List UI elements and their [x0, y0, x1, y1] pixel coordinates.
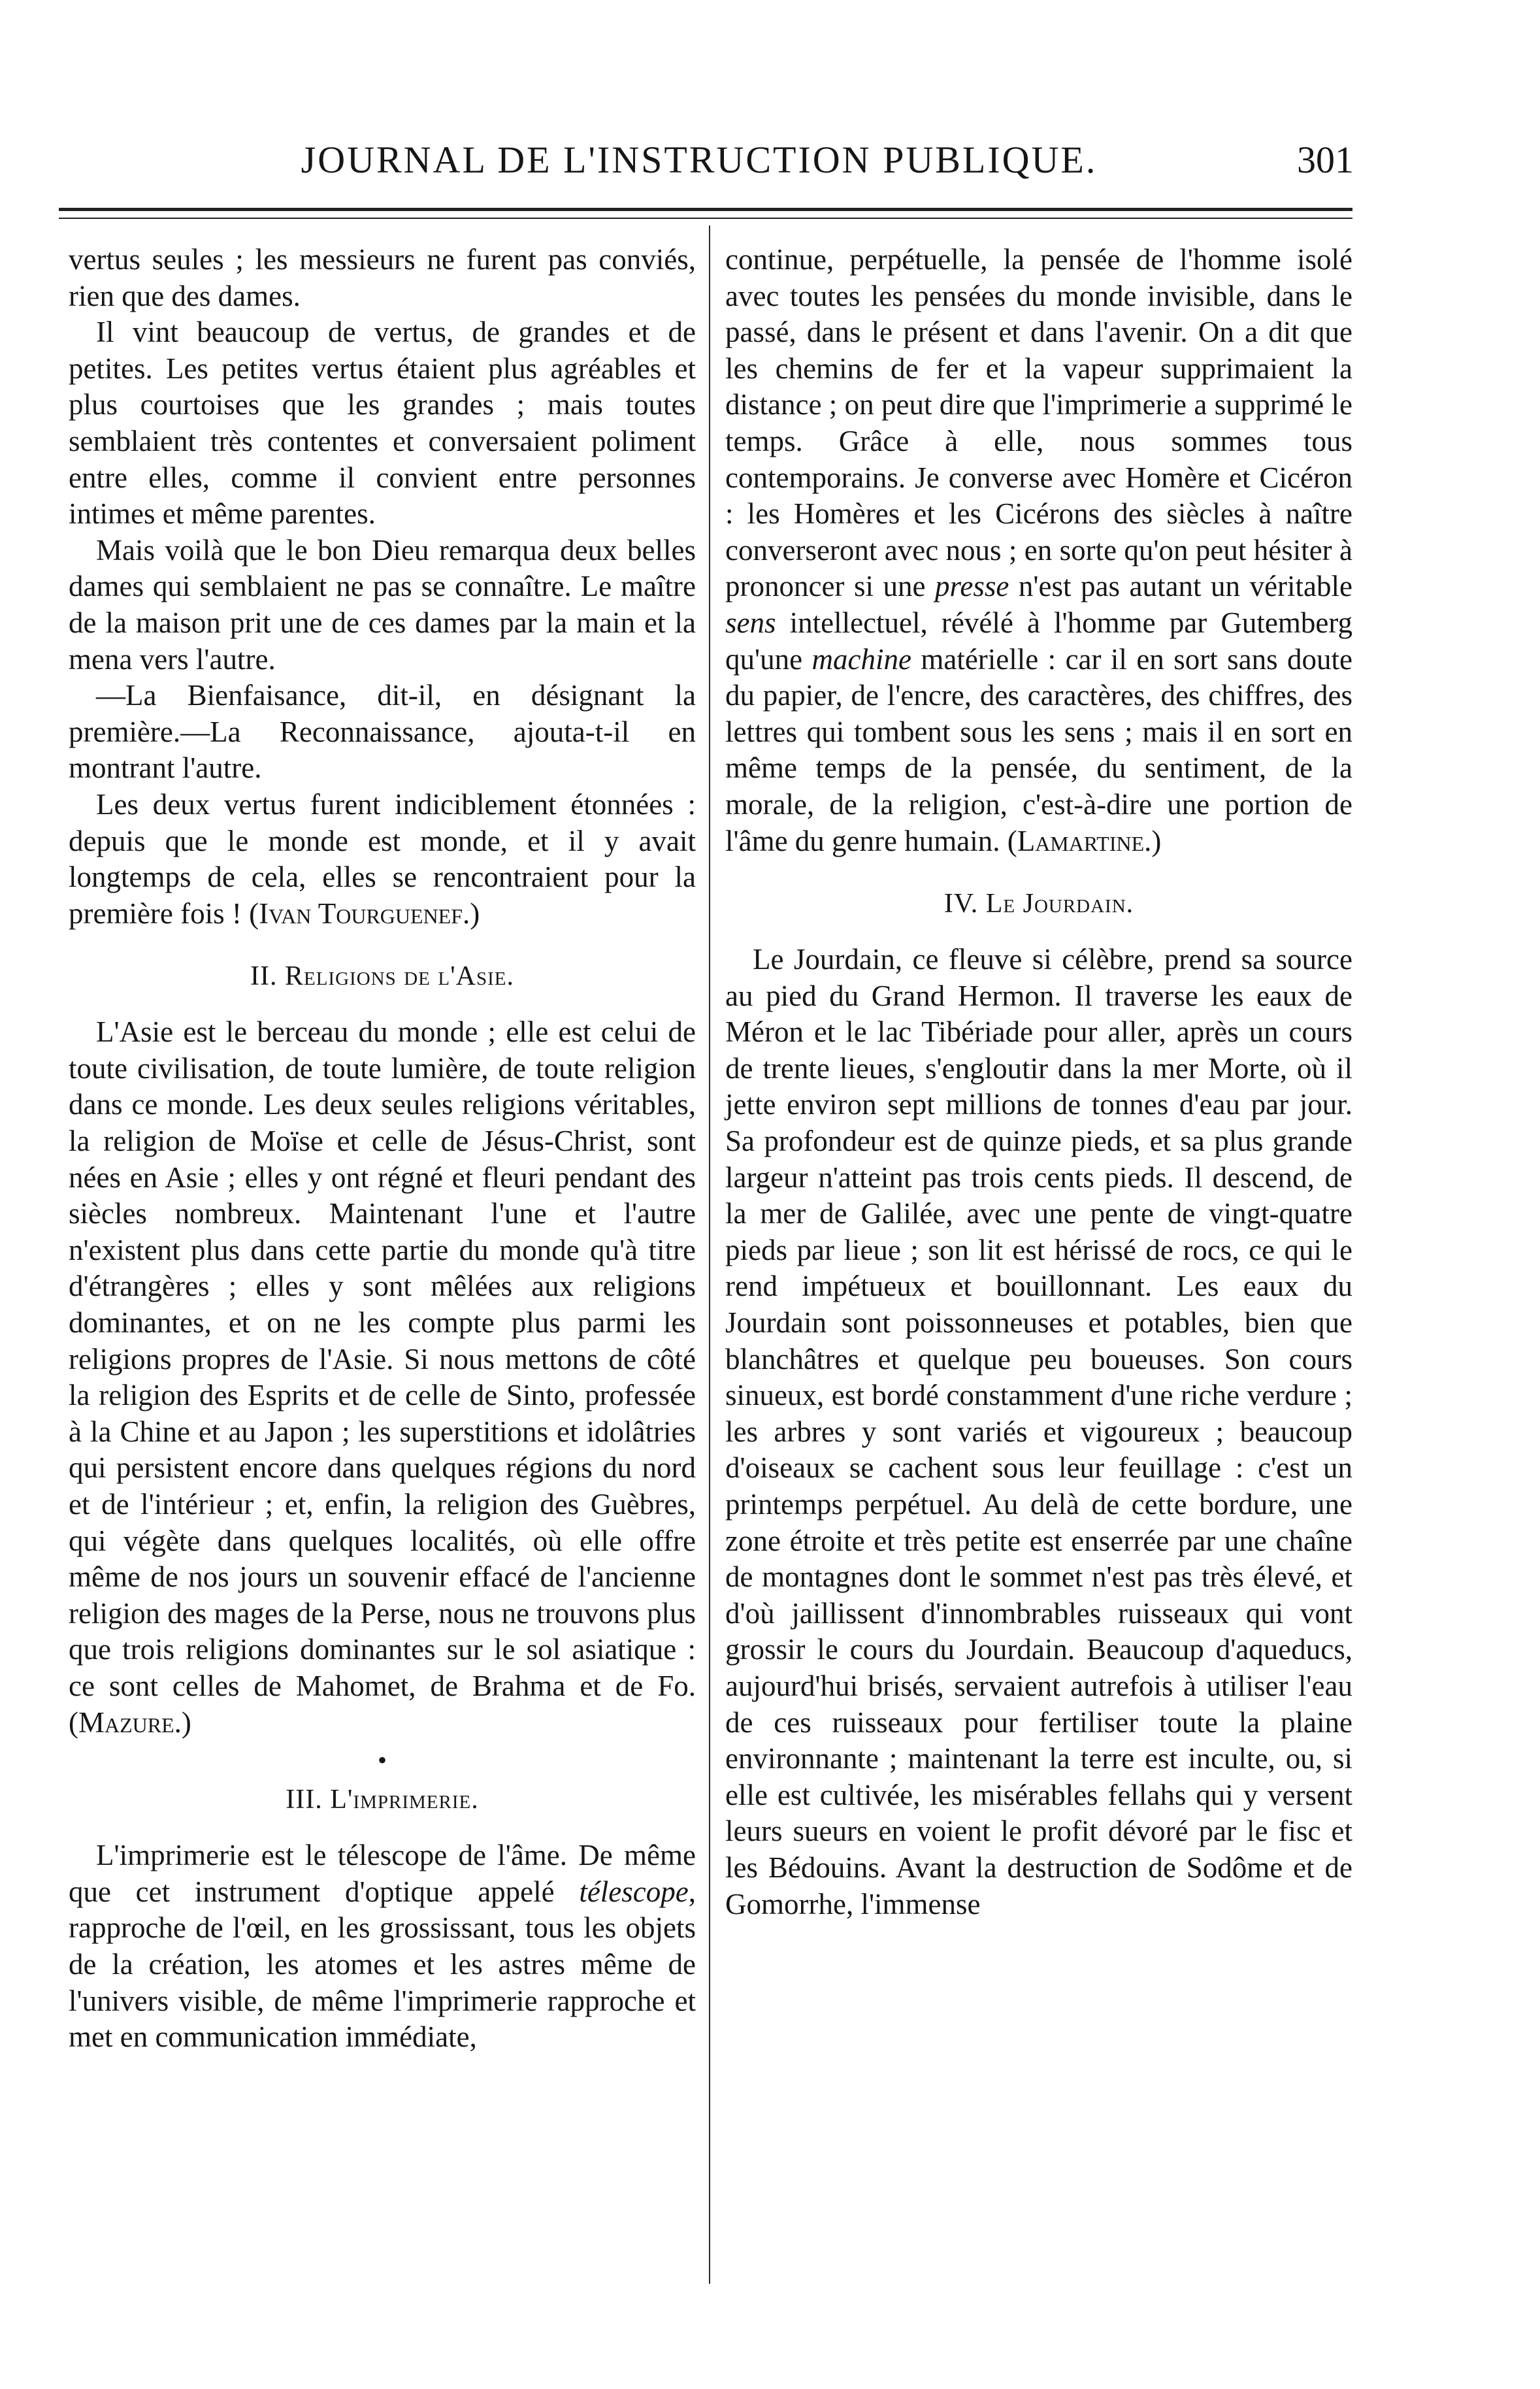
column-divider — [709, 225, 710, 2284]
paragraph-imprimerie-cont-d: matérielle : car il en sort sans doute du papier, de l'encre, des caractères, des chiffres, des lettres qui tombent sous les sens ; mais il en sort en même temps de la pensée, du sentiment, de la morale, de la religion, c'est-à-dire une portion de l'âme du genre humain. — [725, 642, 1352, 857]
emphasis-machine: machine — [811, 642, 911, 676]
attribution-mazure: (Mazure.) — [69, 1705, 191, 1739]
page-header — [0, 134, 1540, 186]
section-heading-jourdain: IV. Le Jourdain. — [943, 889, 1134, 919]
running-head: JOURNAL DE L'INSTRUCTION PUBLIQUE. — [301, 139, 1098, 181]
attribution-lamartine: (Lamartine.) — [1007, 824, 1162, 857]
attribution-tourguenef: (Ivan Tourguenef.) — [249, 897, 480, 930]
paragraph-imprimerie-continued — [725, 242, 1352, 859]
paragraph-imprimerie — [69, 1837, 696, 2056]
paragraph-vertus-arrivals: Il vint beaucoup de vertus, de grandes et de petites. Les petites vertus étaient plus agréables et plus courtoises que les grandes ; mais toutes semblaient très contentes et conversaient poliment entre elles, comme il convient entre personnes intimes et même parentes. — [69, 316, 696, 531]
paragraph-bienfaisance: —La Bienfaisance, dit-il, en désignant la première.—La Reconnaissance, ajouta-t-il en montrant l'autre. — [69, 679, 696, 785]
paragraph-jourdain: Le Jourdain, ce fleuve si célèbre, prend sa source au pied du Grand Hermon. Il traverse les eaux de Méron et le lac Tibériade pour aller, après un cours de trente lieues, s'engloutir dans la mer Morte, où il jette environ sept millions de tonnes d'eau par jour. Sa profondeur est de quinze pieds, et sa plus grande largeur n'atteint pas trois cents pieds. Il descend, de la mer de Galilée, avec une pente de vingt-quatre pieds par lieue ; son lit est hérissé de rocs, ce qui le rend impétueux et bouillonnant. Les eaux du Jourdain sont poissonneuses et potables, bien que blanchâtres et quelque peu boueuses. Son cours sinueux, est bordé constamment d'une riche verdure ; les arbres y sont variés et vigoureux ; beaucoup d'oiseaux se cachent sous leur feuillage : c'est un printemps perpétuel. Au delà de cette bordure, une zone étroite et très petite est enserrée par une chaîne de montagnes dont le sommet n'est pas très élevé, et d'où jaillissent d'innombrables ruisseaux qui vont grossir le cours du Jourdain. Beaucoup d'aqueducs, aujourd'hui brisés, servaient autrefois à utiliser l'eau de ces ruisseaux pour fertiliser toute la plaine environnante ; maintenant la terre est inculte, ou, si elle est cultivée, les misérables fellahs qui y versent leurs sueurs en voient le profit dévoré par le fisc et les Bédouins. Avant la destruction de Sodôme et de Gomorrhe, l'immense — [725, 943, 1352, 1920]
paragraph-imprimerie-text-a: L'imprimerie est le télescope de l'âme. De même que cet instrument d'optique appelé — [69, 1839, 696, 1908]
page-number: 301 — [1297, 139, 1354, 181]
separator-dot: • — [377, 1745, 387, 1775]
paragraph-religions-asie — [69, 1014, 696, 1741]
paragraph-imprimerie-text-b: , rapproche de l'œil, en les grossissant, tous les objets de la création, les atomes et les astres même de l'univers visible, de même l'imprimerie rapproche et met en communication immédiate, — [69, 1875, 696, 2054]
left-column — [69, 242, 696, 2056]
paragraph-imprimerie-cont-a: continue, perpétuelle, la pensée de l'homme isolé avec toutes les pensées du monde invisible, dans le passé, dans le présent et dans l'avenir. On a dit que les chemins de fer et la vapeur supprimaient la distance ; on peut dire que l'imprimerie a supprimé le temps. Grâce à elle, nous sommes tous contemporains. Je converse avec Homère et Cicéron : les Homères et les Cicérons des siècles à naître converseront avec nous ; en sorte qu'on peut hésiter à prononcer si une — [725, 243, 1352, 603]
emphasis-sens: sens — [725, 606, 776, 639]
header-rule-thin — [59, 218, 1352, 219]
right-column — [725, 242, 1352, 1922]
header-rule-thick — [59, 208, 1352, 211]
emphasis-telescope: télescope — [579, 1875, 689, 1908]
emphasis-presse: presse — [935, 570, 1009, 603]
paragraph-vertus-etonnees — [69, 787, 696, 932]
section-heading-imprimerie: III. L'imprimerie. — [286, 1785, 479, 1815]
paragraph-religions-asie-text: L'Asie est le berceau du monde ; elle est celui de toute civilisation, de toute lumière, de toute religion dans ce monde. Les deux seules religions véritables, la religion de Moïse et celle de Jésus-Christ, sont nées en Asie ; elles y ont régné et fleuri pendant des siècles nombreux. Maintenant l'une et l'autre n'existent plus dans cette partie du monde qu'à titre d'étrangères ; elles y sont mêlées aux religions dominantes, et on ne les compte plus parmi les religions propres de l'Asie. Si nous mettons de côté la religion des Esprits et de celle de Sinto, professée à la Chine et au Japon ; les superstitions et idolâtries qui persistent encore dans quelques régions du nord et de l'intérieur ; et, enfin, la religion des Guèbres, qui végète dans quelques localités, où elle offre même de nos jours un souvenir effacé de l'ancienne religion des mages de la Perse, nous ne trouvons plus que trois religions dominantes sur le sol asiatique : ce sont celles de Mahomet, de Brahma et de Fo. — [69, 1015, 696, 1702]
paragraph-vertus-continued: vertus seules ; les messieurs ne furent pas conviés, rien que des dames. — [69, 243, 696, 312]
paragraph-vertus-etonnees-text: Les deux vertus furent indiciblement étonnées : depuis que le monde est monde, et il y avait longtemps de cela, elles se rencontraient pour la première fois ! — [69, 787, 696, 930]
paragraph-imprimerie-cont-b: n'est pas autant un véritable — [1009, 570, 1352, 603]
section-heading-religions-asie: II. Religions de l'Asie. — [250, 961, 514, 992]
paragraph-bon-dieu: Mais voilà que le bon Dieu remarqua deux belles dames qui semblaient ne pas se connaître. Le maître de la maison prit une de ces dames par la main et la mena vers l'autre. — [69, 533, 696, 676]
paragraph-imprimerie-cont-c: intellectuel, révélé à l'homme par Gutemberg qu'une — [725, 606, 1352, 676]
